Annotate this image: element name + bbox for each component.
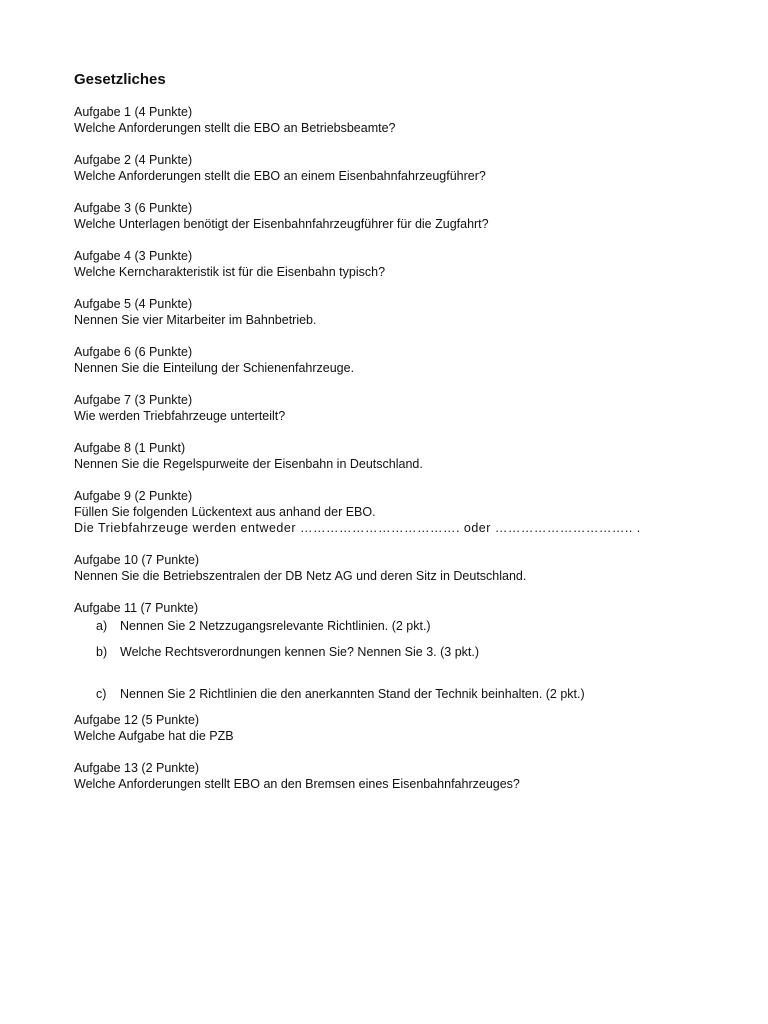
- task-question: Welche Anforderungen stellt EBO an den Bremsen eines Eisenbahnfahrzeuges?: [74, 777, 520, 791]
- task-question: Welche Anforderungen stellt die EBO an Betriebsbeamte?: [74, 121, 396, 135]
- task-question: Welche Kerncharakteristik ist für die Eisenbahn typisch?: [74, 265, 386, 279]
- subtask-list: [74, 618, 734, 702]
- task-2: [74, 152, 734, 184]
- subtask-b: [74, 644, 734, 660]
- task-question: Welche Unterlagen benötigt der Eisenbahnfahrzeugführer für die Zugfahrt?: [74, 217, 489, 231]
- task-6: [74, 344, 734, 376]
- task-question: Welche Anforderungen stellt die EBO an einem Eisenbahnfahrzeugführer?: [74, 169, 486, 183]
- task-question: Füllen Sie folgenden Lückentext aus anhand der EBO.: [74, 505, 376, 519]
- task-13: [74, 760, 734, 792]
- task-question: Welche Aufgabe hat die PZB: [74, 729, 234, 743]
- task-heading: Aufgabe 10 (7 Punkte): [74, 553, 200, 567]
- task-4: [74, 248, 734, 280]
- task-heading: Aufgabe 1 (4 Punkte): [74, 105, 193, 119]
- task-10: [74, 552, 734, 584]
- subtask-c: [74, 686, 734, 702]
- subtask-marker: a): [96, 619, 108, 633]
- task-heading: Aufgabe 12 (5 Punkte): [74, 713, 200, 727]
- subtask-marker: b): [96, 645, 108, 659]
- subtask-text: Nennen Sie 2 Netzzugangsrelevante Richtlinien. (2 pkt.): [120, 619, 431, 633]
- task-question: Nennen Sie die Einteilung der Schienenfahrzeuge.: [74, 361, 355, 375]
- task-question: Nennen Sie vier Mitarbeiter im Bahnbetrieb.: [74, 313, 317, 327]
- subtask-a: [74, 618, 734, 634]
- task-heading: Aufgabe 9 (2 Punkte): [74, 489, 193, 503]
- task-heading: Aufgabe 7 (3 Punkte): [74, 393, 193, 407]
- task-12: [74, 712, 734, 744]
- subtask-text: Nennen Sie 2 Richtlinien die den anerkannten Stand der Technik beinhalten. (2 pkt.): [120, 687, 585, 701]
- cloze-text: Die Triebfahrzeuge werden entweder ………………………………. oder ………………………….. .: [74, 521, 641, 535]
- task-heading: Aufgabe 6 (6 Punkte): [74, 345, 193, 359]
- task-11: [74, 600, 734, 702]
- document-page: [74, 70, 734, 808]
- task-9: [74, 488, 734, 536]
- task-heading: Aufgabe 11 (7 Punkte): [74, 601, 199, 615]
- subtask-marker: c): [96, 687, 107, 701]
- task-7: [74, 392, 734, 424]
- task-question: Nennen Sie die Betriebszentralen der DB Netz AG und deren Sitz in Deutschland.: [74, 569, 527, 583]
- task-question: Nennen Sie die Regelspurweite der Eisenbahn in Deutschland.: [74, 457, 423, 471]
- task-heading: Aufgabe 2 (4 Punkte): [74, 153, 193, 167]
- document-title: Gesetzliches: [74, 71, 166, 88]
- task-heading: Aufgabe 13 (2 Punkte): [74, 761, 200, 775]
- subtask-text: Welche Rechtsverordnungen kennen Sie? Nennen Sie 3. (3 pkt.): [120, 645, 480, 659]
- task-8: [74, 440, 734, 472]
- task-question: Wie werden Triebfahrzeuge unterteilt?: [74, 409, 286, 423]
- task-heading: Aufgabe 8 (1 Punkt): [74, 441, 186, 455]
- task-3: [74, 200, 734, 232]
- task-heading: Aufgabe 5 (4 Punkte): [74, 297, 193, 311]
- task-5: [74, 296, 734, 328]
- task-1: [74, 104, 734, 136]
- task-heading: Aufgabe 3 (6 Punkte): [74, 201, 193, 215]
- task-heading: Aufgabe 4 (3 Punkte): [74, 249, 193, 263]
